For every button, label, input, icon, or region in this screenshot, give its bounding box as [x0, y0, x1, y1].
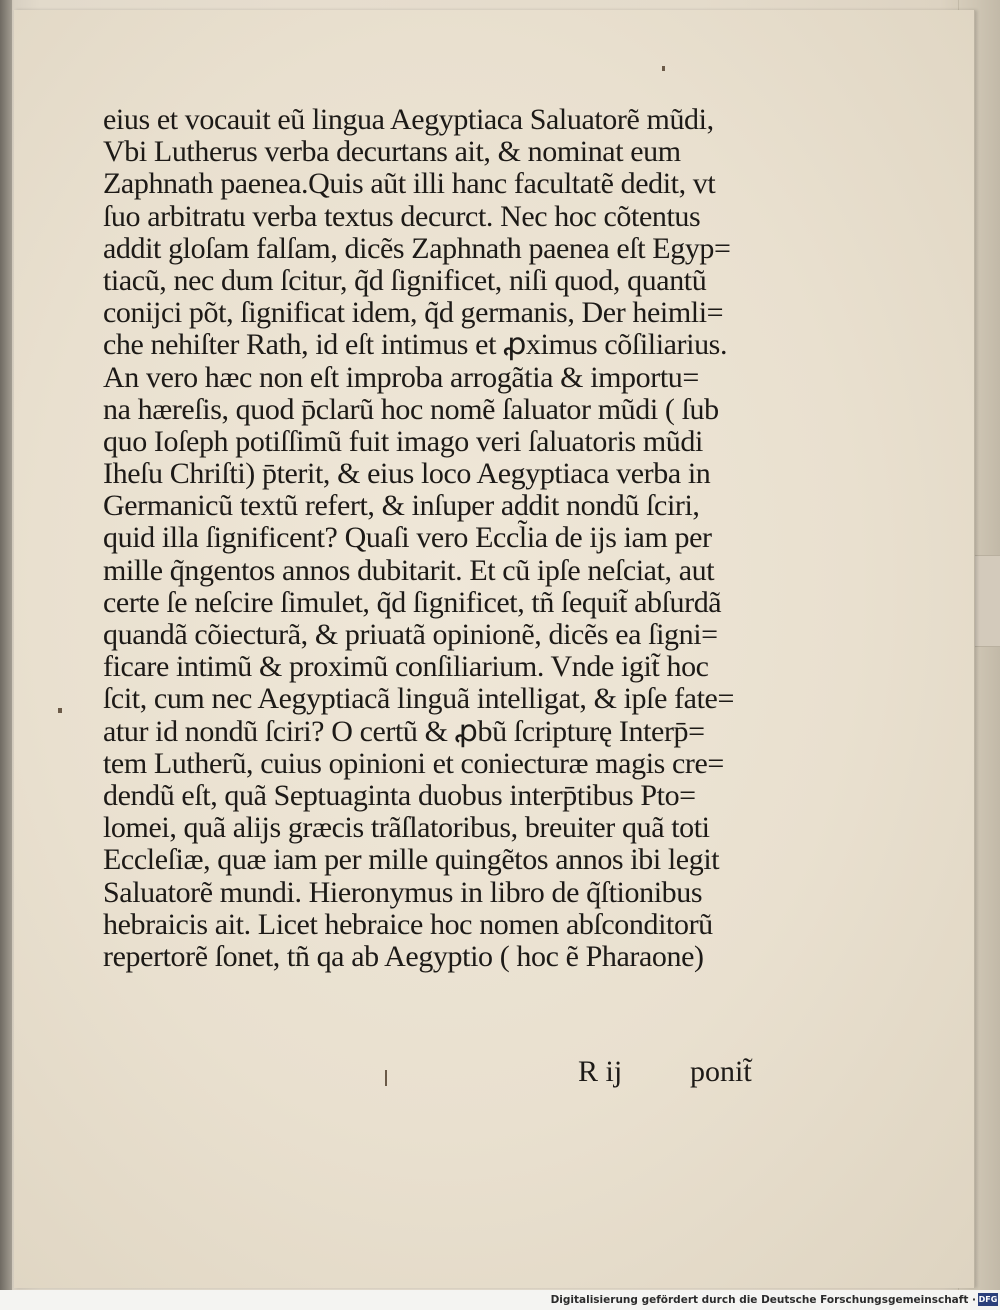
- text-line: Germanicũ textũ refert, & inſuper addit nondũ ſciri,: [103, 489, 700, 523]
- funding-credit: Digitalisierung gefördert durch die Deutsche Forschungsgemeinschaft ·: [550, 1294, 976, 1306]
- text-line: An vero hæc non eſt improba arrogãtia & importu=: [103, 360, 699, 394]
- ink-speck: [58, 708, 62, 713]
- text-line: quandã cõiecturã, & priuatã opinionẽ, dicẽs ea ſigni=: [103, 618, 718, 651]
- page-text: [103, 104, 783, 973]
- signature-mark: R ij: [578, 1055, 623, 1088]
- text-line: mille q̃ngentos annos dubitarit. Et cũ ipſe neſciat, aut: [103, 553, 715, 587]
- text-line: certe ſe neſcire ſimulet, q̃d ſignificet, tñ ſequit̃ abſurdã: [103, 585, 722, 619]
- text-line: addit gloſam falſam, dicẽs Zaphnath paenea eſt Egyp=: [103, 231, 731, 265]
- text-line: quid illa ſignificent? Quaſi vero Eccl̃ia de ijs iam per: [103, 521, 712, 555]
- text-line: Saluatorẽ mundi. Hieronymus in libro de q̃ſtionibus: [103, 875, 703, 909]
- text-line: hebraicis ait. Licet hebraice hoc nomen abſconditorũ: [103, 907, 713, 941]
- text-line: ſcit, cum nec Aegyptiacã linguã intelligat, & ipſe fate=: [103, 682, 734, 716]
- text-line: tem Lutherũ, cuius opinioni et coniecturæ magis cre=: [103, 746, 724, 780]
- text-line: lomei, quã alijs græcis trãſlatoribus, breuiter quã toti: [103, 811, 710, 845]
- text-line: dendũ eſt, quã Septuaginta duobus interp̄tibus Pto=: [103, 778, 696, 812]
- text-line: Eccleſiæ, quæ iam per mille quingẽtos annos ibi legit: [103, 843, 720, 877]
- text-line: Vbi Lutherus verba decurtans ait, & nominat eum: [103, 135, 681, 169]
- text-line: ſuo arbitratu verba textus decurct. Nec hoc cõtentus: [103, 199, 701, 233]
- catchword: ponit̃: [690, 1055, 752, 1088]
- text-line: repertorẽ ſonet, tñ qa ab Aegyptio ( hoc ẽ Pharaone): [103, 939, 704, 973]
- text-line: che nehiſter Rath, id eſt intimus et ꝓximus cõſiliarius.: [103, 328, 728, 362]
- text-line: na hæreſis, quod p̄clarũ hoc nomẽ ſaluator mũdi ( ſub: [103, 392, 719, 426]
- text-line: atur id nondũ ſciri? O certũ & ꝓbũ ſcripturę Interp̄=: [103, 714, 705, 748]
- text-line: conijci põt, ſignificat idem, q̃d germanis, Der heimli=: [103, 296, 724, 330]
- text-line: quo Ioſeph potiſſimũ fuit imago veri ſaluatoris mũdi: [103, 424, 703, 458]
- text-line: ficare intimũ & proximũ conſiliarium. Vnde igit̃ hoc: [103, 650, 709, 684]
- page-footer: [0, 1055, 1000, 1095]
- text-line: Iheſu Chriſti) p̄terit, & eius loco Aegyptiaca verba in: [103, 457, 711, 491]
- book-spine-edge: [0, 0, 12, 1290]
- text-line: Zaphnath paenea.Quis aũt illi hanc facultatẽ dedit, vt: [103, 167, 716, 201]
- text-line: eius et vocauit eũ lingua Aegyptiaca Saluatorẽ mũdi,: [103, 103, 714, 136]
- dfg-logo-icon: DFG: [978, 1295, 998, 1304]
- ink-speck: [662, 66, 665, 71]
- text-line: tiacũ, nec dum ſcitur, q̃d ſignificet, niſi quod, quantũ: [103, 263, 707, 297]
